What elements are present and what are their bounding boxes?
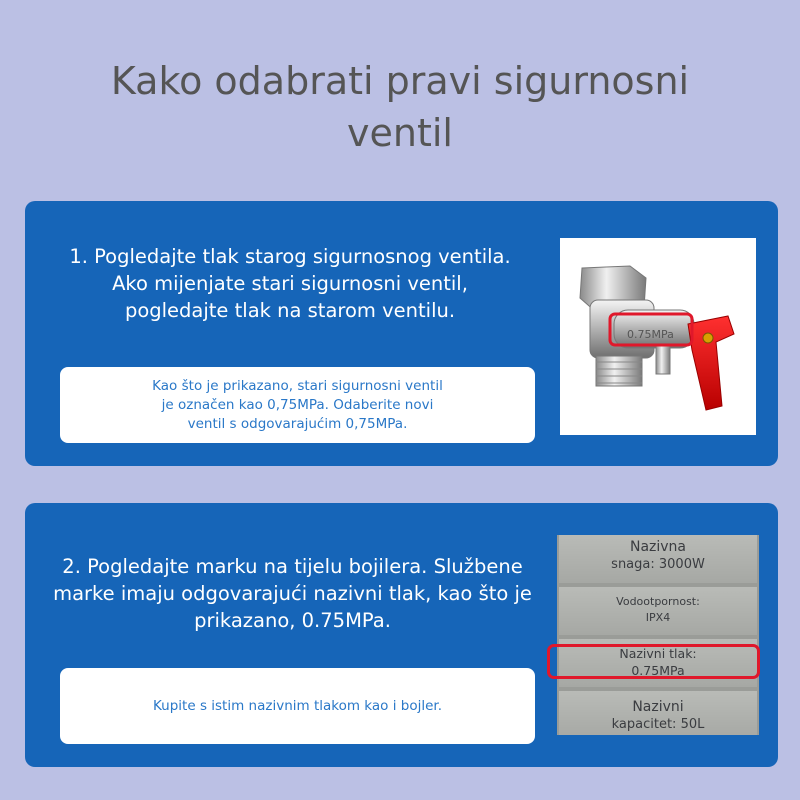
pressure-highlight-box bbox=[547, 644, 760, 679]
step-1-card bbox=[25, 201, 778, 466]
plate-power-value: snaga: 3000W bbox=[611, 557, 705, 572]
plate-row-capacity bbox=[559, 691, 757, 735]
step-1-note-line-1: Kao što je prikazano, stari sigurnosni ventil bbox=[152, 377, 443, 394]
page-title-line-1: Kako odabrati pravi sigurnosni bbox=[110, 59, 690, 103]
step-2-heading bbox=[25, 553, 560, 634]
step-2-heading-line-1: 2. Pogledajte marku na tijelu bojilera. Službene bbox=[62, 555, 523, 578]
plate-pressure-value: 0.75MPa bbox=[631, 663, 685, 678]
step-1-note-line-2: je označen kao 0,75MPa. Odaberite novi bbox=[161, 396, 434, 413]
step-2-card bbox=[25, 503, 778, 767]
plate-waterproof-value: IPX4 bbox=[645, 611, 671, 624]
plate-row-waterproof bbox=[559, 587, 757, 635]
step-1-heading-line-1: 1. Pogledajte tlak starog sigurnosnog ventila. bbox=[69, 245, 511, 268]
plate-row-power bbox=[559, 535, 757, 583]
step-2-heading-line-2: marke imaju odgovarajući nazivni tlak, kao što je bbox=[53, 582, 532, 605]
step-2-heading-line-3: prikazano, 0.75MPa. bbox=[194, 609, 391, 632]
plate-waterproof-label: Vodootpornost: bbox=[616, 595, 700, 608]
step-1-note bbox=[60, 367, 535, 443]
step-1-heading-line-2: Ako mijenjate stari sigurnosni ventil, bbox=[112, 272, 468, 295]
valve-pressure-label: 0.75MPa bbox=[627, 328, 674, 341]
step-1-note-line-3: ventil s odgovarajućim 0,75MPa. bbox=[187, 415, 408, 432]
plate-capacity-label: Nazivni bbox=[632, 699, 684, 715]
step-1-heading bbox=[25, 243, 555, 324]
plate-power-label: Nazivna bbox=[629, 539, 687, 555]
step-2-note bbox=[60, 668, 535, 744]
safety-valve-photo bbox=[560, 238, 756, 435]
page-title bbox=[0, 55, 800, 159]
step-1-heading-line-3: pogledajte tlak na starom ventilu. bbox=[124, 299, 456, 322]
page-title-line-2: ventil bbox=[347, 111, 453, 155]
step-2-note-text: Kupite s istim nazivnim tlakom kao i bojler. bbox=[153, 697, 442, 714]
plate-pressure-label: Nazivni tlak: bbox=[619, 646, 697, 661]
plate-capacity-value: kapacitet: 50L bbox=[611, 717, 705, 732]
boiler-rating-plate bbox=[557, 535, 759, 735]
